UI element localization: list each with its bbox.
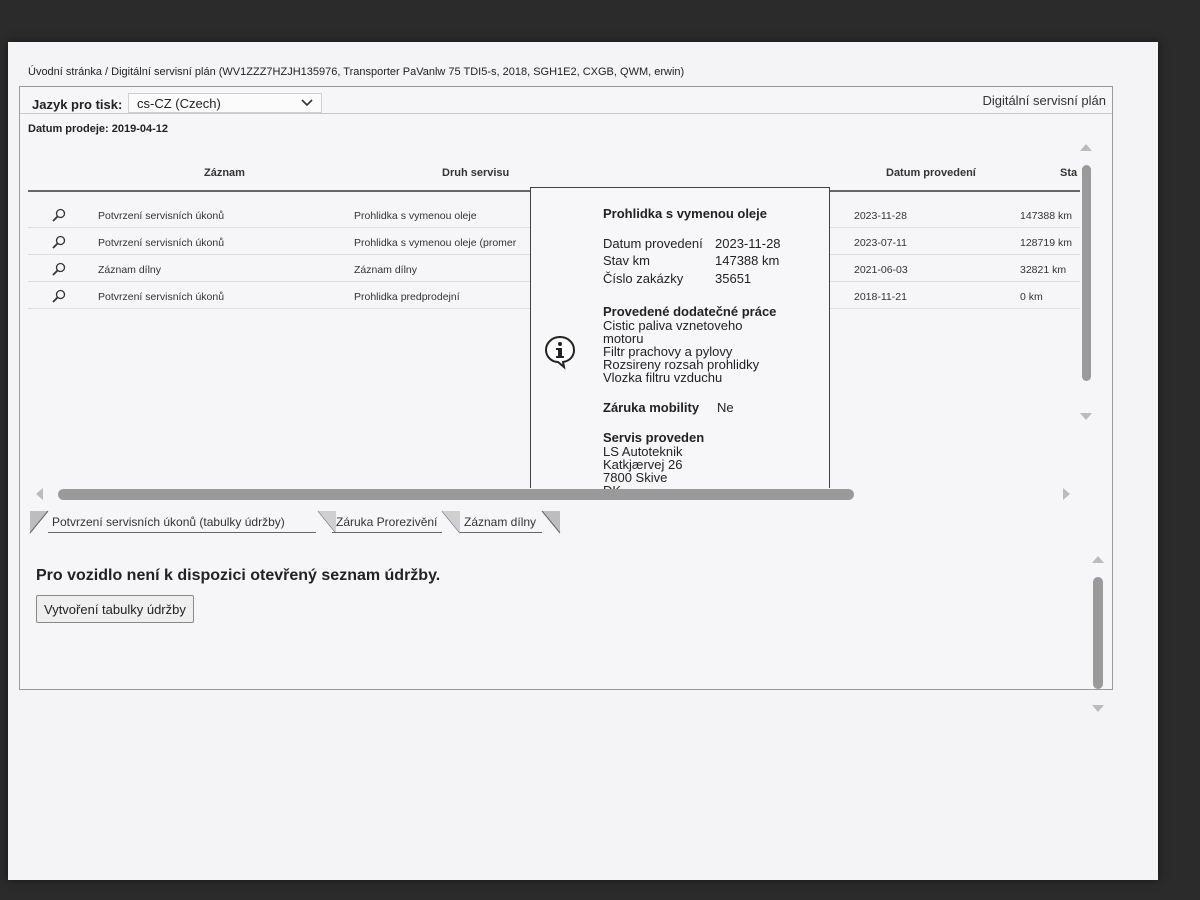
service-detail-tooltip [530, 187, 830, 488]
tab-separator-icon [542, 511, 560, 533]
km-cell: 147388 km [1020, 210, 1072, 222]
chevron-down-icon[interactable] [301, 94, 313, 113]
service-cell: Prohlidka s vymenou oleje (promer [354, 237, 517, 249]
service-cell: Prohlidka s vymenou oleje [354, 210, 477, 222]
service-plan-frame [19, 86, 1113, 690]
info-icon [543, 334, 577, 368]
tab-separator-icon [30, 511, 48, 533]
record-cell: Záznam dílny [98, 264, 162, 276]
record-cell: Potvrzení servisních úkonů [98, 291, 225, 303]
tab-corrosion-warranty[interactable]: Záruka Prorezivění [332, 511, 442, 533]
date-cell: 2023-11-28 [854, 210, 907, 222]
scroll-up-icon[interactable] [1080, 144, 1092, 151]
magnifier-icon[interactable] [52, 262, 66, 276]
create-maintenance-table-button[interactable]: Vytvoření tabulky údržby [36, 595, 194, 623]
tooltip-mobility-value: Ne [717, 400, 734, 415]
no-maintenance-message: Pro vozidlo není k dispozici otevřený seznam údržby. [36, 567, 441, 584]
tooltip-extra-item: Cistic paliva vznetoveho [603, 318, 743, 333]
tooltip-extra-item: motoru [603, 331, 644, 346]
print-language-select[interactable] [128, 93, 322, 113]
tooltip-date-label: Datum provedení [603, 236, 703, 251]
scroll-up-icon[interactable] [1092, 556, 1104, 563]
table-horizontal-scrollbar[interactable] [28, 485, 1078, 503]
tooltip-extra-title: Provedené dodatečné práce [603, 304, 777, 319]
magnifier-icon[interactable] [52, 208, 66, 222]
tooltip-title: Prohlidka s vymenou oleje [603, 206, 767, 221]
tab-separator-icon [442, 511, 460, 533]
date-cell: 2018-11-21 [854, 291, 907, 303]
tooltip-km-value: 147388 km [715, 253, 780, 268]
service-cell: Záznam dílny [354, 264, 418, 276]
tooltip-extra-item: Vlozka filtru vzduchu [603, 370, 723, 385]
scroll-right-icon[interactable] [1063, 488, 1070, 500]
km-cell: 0 km [1020, 291, 1043, 303]
table-vertical-scrollbar[interactable] [1078, 139, 1094, 435]
tooltip-servis-line: 7800 Skive [603, 470, 668, 485]
tooltip-extra-item: Filtr prachovy a pylovy [603, 344, 733, 359]
record-cell: Potvrzení servisních úkonů [98, 210, 225, 222]
tooltip-mobility-label: Záruka mobility [603, 400, 700, 415]
tooltip-date-value: 2023-11-28 [715, 236, 781, 251]
lower-vertical-scrollbar[interactable] [1088, 551, 1108, 721]
tooltip-extra-item: Rozsireny rozsah prohlidky [603, 357, 760, 372]
sale-date: Datum prodeje: 2019-04-12 [28, 123, 168, 135]
magnifier-icon[interactable] [52, 289, 66, 303]
km-cell: 32821 km [1020, 264, 1067, 276]
column-header-record[interactable]: Záznam [204, 167, 245, 179]
divider [20, 113, 1112, 114]
print-language-value: cs-CZ (Czech) [137, 96, 221, 111]
breadcrumb[interactable]: Úvodní stránka / Digitální servisní plán (WV1ZZZ7HZJH135976, Transporter PaVanlw 75 TDI5-s, 2018, SGH1E2, CXGB, QWM, erwin) [28, 66, 685, 78]
date-cell: 2023-07-11 [854, 237, 907, 249]
page-title: Digitální servisní plán [982, 93, 1106, 108]
scroll-thumb[interactable] [1093, 577, 1103, 689]
tooltip-order-label: Číslo zakázky [603, 271, 684, 286]
tab-workshop-record[interactable]: Záznam dílny [460, 511, 542, 533]
tooltip-servis-line: Katkjærvej 26 [603, 457, 683, 472]
scroll-left-icon[interactable] [36, 488, 43, 500]
column-header-service-type[interactable]: Druh servisu [442, 167, 510, 179]
tooltip-order-value: 35651 [715, 271, 752, 286]
tooltip-servis-line: LS Autoteknik [603, 444, 683, 459]
km-cell: 128719 km [1020, 237, 1072, 249]
scroll-thumb[interactable] [58, 489, 854, 500]
tooltip-servis-title: Servis proveden [603, 430, 705, 445]
tab-maintenance-tables[interactable]: Potvrzení servisních úkonů (tabulky údržby) [48, 511, 316, 533]
scroll-thumb[interactable] [1082, 165, 1091, 381]
record-cell: Potvrzení servisních úkonů [98, 237, 225, 249]
magnifier-icon[interactable] [52, 235, 66, 249]
scroll-down-icon[interactable] [1092, 705, 1104, 712]
column-header-km[interactable]: Sta [1060, 167, 1078, 179]
date-cell: 2021-06-03 [854, 264, 908, 276]
service-cell: Prohlidka predprodejní [354, 291, 460, 303]
scroll-down-icon[interactable] [1080, 413, 1092, 420]
column-header-date[interactable]: Datum provedení [886, 167, 976, 179]
tooltip-km-label: Stav km [603, 253, 650, 268]
print-language-label: Jazyk pro tisk: [32, 97, 123, 112]
